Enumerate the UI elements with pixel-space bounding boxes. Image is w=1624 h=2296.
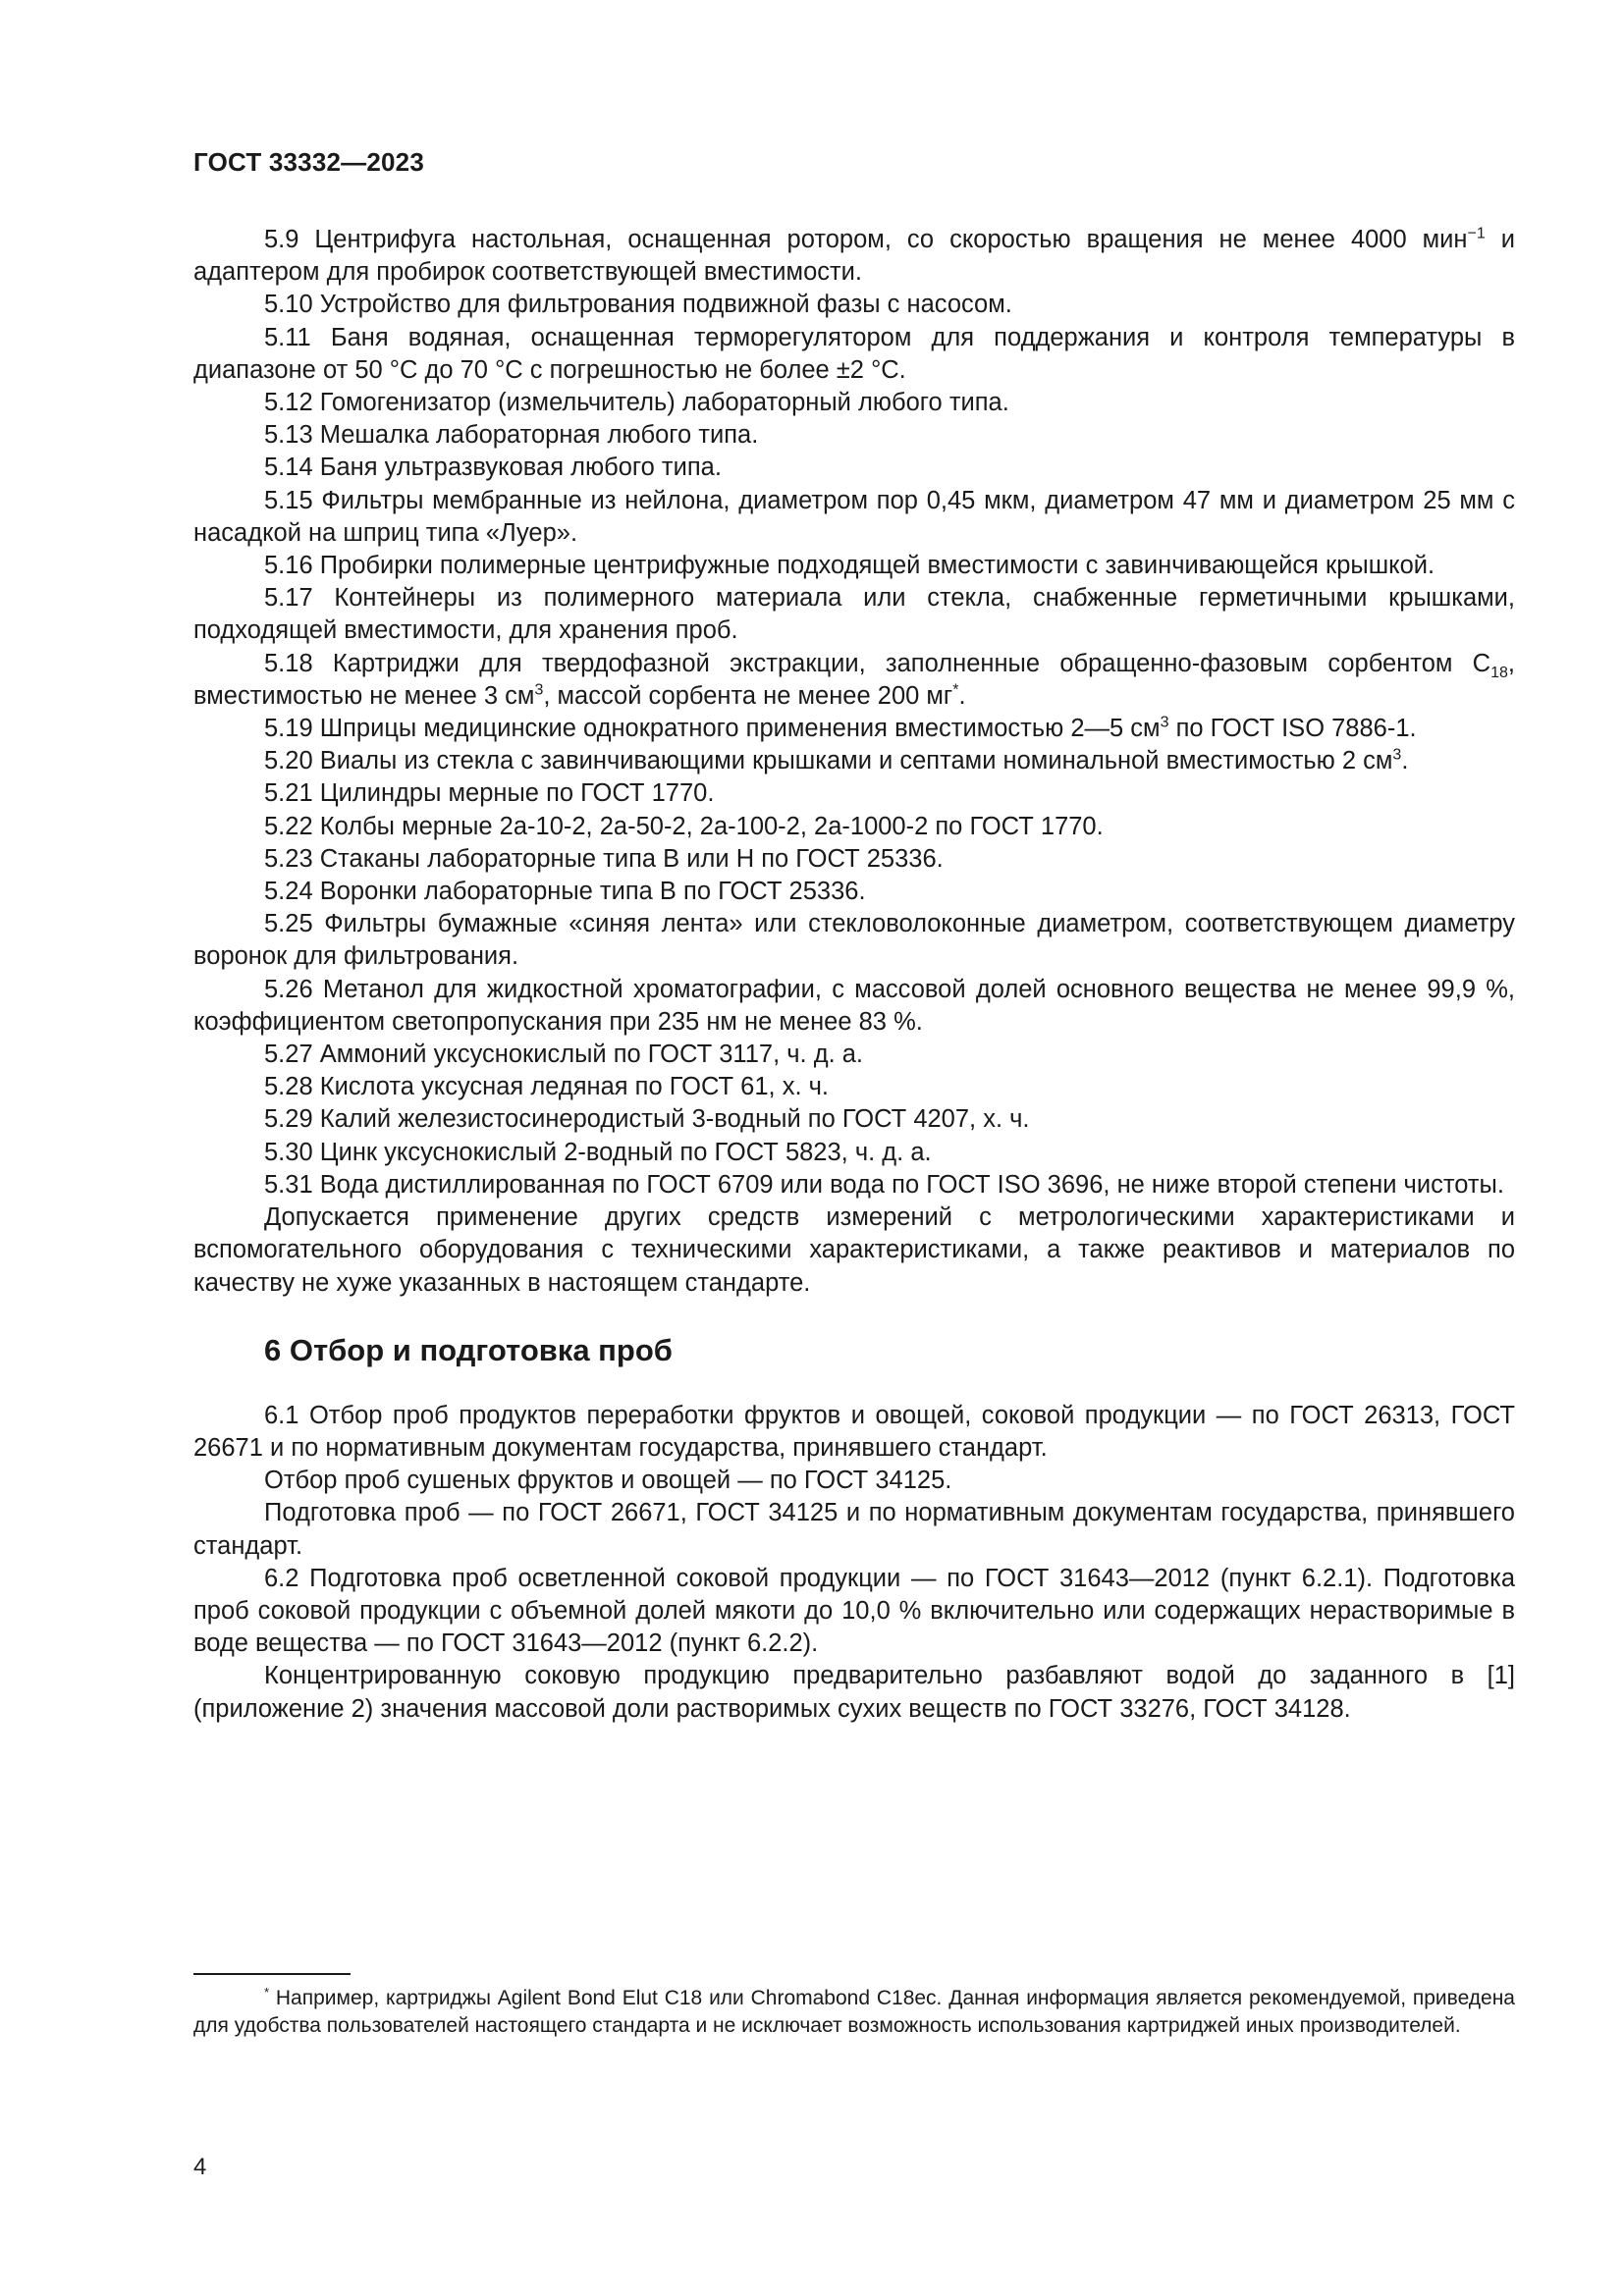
item-5-21: 5.21 Цилиндры мерные по ГОСТ 1770. bbox=[264, 779, 715, 808]
item-5-22: 5.22 Колбы мерные 2а-10-2, 2а-50-2, 2а-100-2, 2а-1000-2 по ГОСТ 1770. bbox=[264, 812, 1104, 840]
item-5-27: 5.27 Аммоний уксуснокислый по ГОСТ 3117, ч. д. а. bbox=[264, 1041, 864, 1069]
footnote-divider bbox=[193, 1973, 351, 1975]
paragraph-6-2: 6.2 Подготовка проб осветленной соковой продукции — по ГОСТ 31643—2012 (пункт 6.2.1). Подготовка проб соковой продукции с объемной долей мякоти до 10,0 % включительно или содержащих нерастворимые в воде вещества — по ГОСТ 31643—2012 (пункт 6.2.2). bbox=[193, 1564, 1515, 1658]
allowance-paragraph: Допускается применение других средств измерений с метрологическими характеристиками и вспомогательного оборудования с техническими характеристиками, а также реактивов и материалов по качеству не хуже указанных в настоящем стандарте. bbox=[193, 1203, 1515, 1297]
footnote-marker-bottom: * bbox=[264, 1985, 270, 2000]
item-5-25: 5.25 Фильтры бумажные «синяя лента» или стекловолоконные диаметром, соответствующем диаметру воронок для фильтрования. bbox=[193, 910, 1515, 971]
page-content bbox=[193, 224, 1515, 1726]
item-5-18: 5.18 Картриджи для твердофазной экстракции, заполненные обращенно-фазовым сорбентом $С_{18}$, вместимостью не менее 3 $см^3$, массой сорбента не менее 200 мг*. bbox=[193, 649, 1515, 710]
item-5-26: 5.26 Метанол для жидкостной хроматографии, с массовой долей основного вещества не менее 99,9 %, коэффициентом светопропускания при 235 нм не менее 83 %. bbox=[193, 975, 1515, 1036]
paragraph-6-1-prep: Подготовка проб — по ГОСТ 26671, ГОСТ 34125 и по нормативным документам государства, принявшего стандарт. bbox=[193, 1499, 1515, 1560]
item-5-24: 5.24 Воронки лабораторные типа В по ГОСТ 25336. bbox=[264, 878, 866, 906]
footnote-marker: * bbox=[952, 681, 959, 699]
item-5-23: 5.23 Стаканы лабораторные типа В или Н по ГОСТ 25336. bbox=[264, 844, 944, 873]
item-5-12: 5.12 Гомогенизатор (измельчитель) лабораторный любого типа. bbox=[264, 389, 1009, 417]
item-5-20: 5.20 Виалы из стекла с завинчивающими крышками и септами номинальной вместимостью 2 $см^3$. bbox=[264, 746, 1409, 775]
section-6-title: 6 Отбор и подготовка проб bbox=[264, 1332, 673, 1367]
paragraph-6-1: 6.1 Отбор проб продуктов переработки фруктов и овощей, соковой продукции — по ГОСТ 26313, ГОСТ 26671 и по нормативным документам государства, принявшего стандарт. bbox=[193, 1401, 1515, 1462]
item-5-19: 5.19 Шприцы медицинские однократного применения вместимостью 2—5 $см^3$ по ГОСТ ISO 7886-1. bbox=[264, 714, 1417, 743]
paragraph-6-2-concentrated: Концентрированную соковую продукцию предварительно разбавляют водой до заданного в [1] (приложение 2) значения массовой доли растворимых сухих веществ по ГОСТ 33276, ГОСТ 34128. bbox=[193, 1662, 1515, 1723]
item-5-15: 5.15 Фильтры мембранные из нейлона, диаметром пор 0,45 мкм, диаметром 47 мм и диаметром 25 мм с насадкой на шприц типа «Луер». bbox=[193, 486, 1515, 547]
item-5-11: 5.11 Баня водяная, оснащенная терморегулятором для поддержания и контроля температуры в диапазоне от 50 °С до 70 °С с погрешностью не более ±2 °С. bbox=[193, 323, 1515, 384]
item-5-9: 5.9 Центрифуга настольная, оснащенная ротором, со скоростью вращения не менее 4000 мин$^{-1}$ и адаптером для пробирок соответствующей вместимости. bbox=[193, 225, 1515, 287]
item-5-13: 5.13 Мешалка лабораторная любого типа. bbox=[264, 421, 759, 450]
item-5-29: 5.29 Калий железистосинеродистый 3-водный по ГОСТ 4207, х. ч. bbox=[264, 1105, 1030, 1134]
item-5-31: 5.31 Вода дистиллированная по ГОСТ 6709 или вода по ГОСТ ISO 3696, не ниже второй степени чистоты. bbox=[264, 1170, 1504, 1199]
item-5-17: 5.17 Контейнеры из полимерного материала или стекла, снабженные герметичными крышками, подходящей вместимости, для хранения проб. bbox=[193, 584, 1515, 645]
page-number: 4 bbox=[193, 2154, 207, 2180]
item-5-16: 5.16 Пробирки полимерные центрифужные подходящей вместимости с завинчивающейся крышкой. bbox=[264, 552, 1435, 580]
paragraph-6-1-dried: Отбор проб сушеных фруктов и овощей — по ГОСТ 34125. bbox=[264, 1467, 952, 1495]
item-5-30: 5.30 Цинк уксуснокислый 2-водный по ГОСТ 5823, ч. д. а. bbox=[264, 1138, 932, 1166]
page-header: ГОСТ 33332—2023 bbox=[193, 147, 424, 177]
item-5-14: 5.14 Баня ультразвуковая любого типа. bbox=[264, 454, 722, 482]
footnote bbox=[193, 1985, 1515, 2040]
item-5-10: 5.10 Устройство для фильтрования подвижной фазы с насосом. bbox=[264, 291, 1012, 319]
item-5-28: 5.28 Кислота уксусная ледяная по ГОСТ 61, х. ч. bbox=[264, 1073, 830, 1101]
footnote-text: Например, картриджы Agilent Bond Elut C18 или Chromabond C18ec. Данная информация является рекомендуемой, приведена для удобства пользователей настоящего стандарта и не исключает возможность использования картриджей иных производителей. bbox=[193, 1987, 1515, 2037]
